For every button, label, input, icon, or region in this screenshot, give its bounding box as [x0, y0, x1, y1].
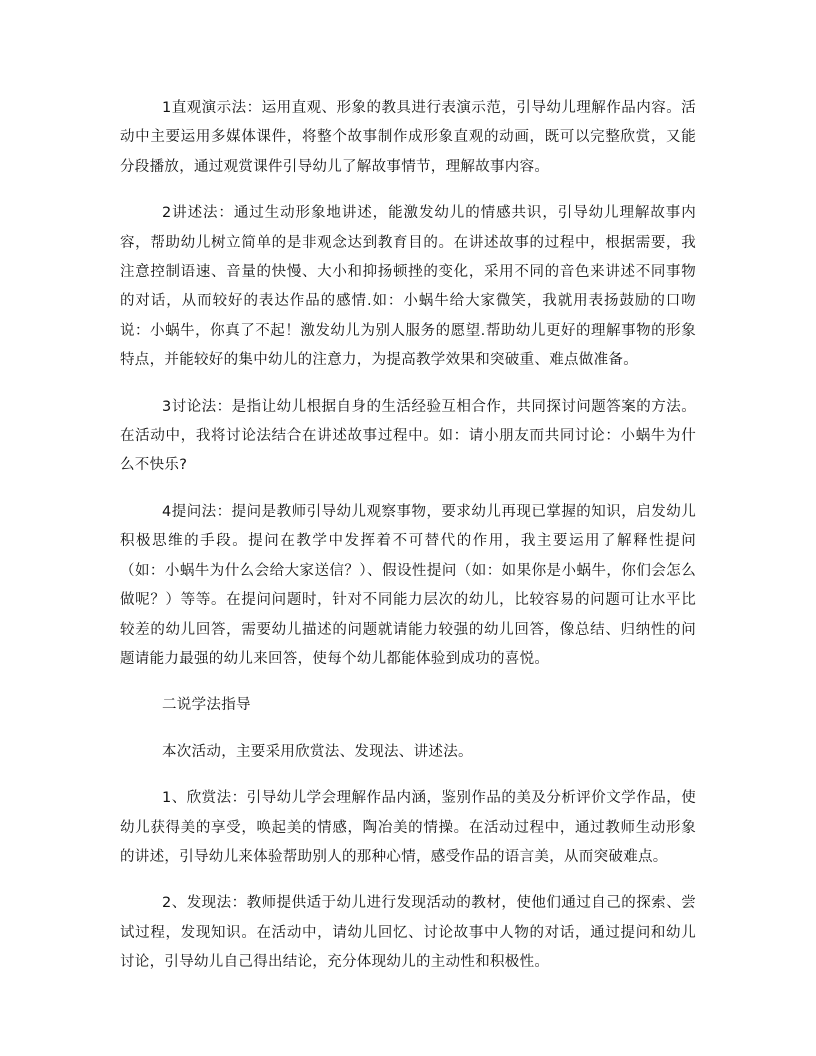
paragraph-questioning-method: 4提问法：提问是教师引导幼儿观察事物，要求幼儿再现已掌握的知识，启发幼儿积极思维的手段。提问在教学中发挥着不可替代的作用，我主要运用了解释性提问（如：小蜗牛为什么会给大家送信？）、假设性提问（如：如果你是小蜗牛，你们会怎么做呢？）等等。在提问问题时，针对不同能力层次的幼儿，比较容易的问题可让水平比较差的幼儿回答，需要幼儿描述的问题就请能力较强的幼儿回答，像总结、归纳性的问题请能力最强的幼儿来回答，使每个幼儿都能体验到成功的喜悦。: [120, 503, 696, 667]
paragraph-methods-overview: 本次活动，主要采用欣赏法、发现法、讲述法。: [162, 743, 473, 760]
paragraph-discovery-method: 2、发现法：教师提供适于幼儿进行发现活动的教材，使他们通过自己的探索、尝试过程，发现知识。在活动中，请幼儿回忆、讨论故事中人物的对话，通过提问和幼儿讨论，引导幼儿自己得出结论，充分体现幼儿的主动性和积极性。: [120, 895, 696, 971]
paragraph-demonstration-method: 1直观演示法：运用直观、形象的教具进行表演示范，引导幼儿理解作品内容。活动中主要运用多媒体课件，将整个故事制作成形象直观的动画，既可以完整欣赏，又能分段播放，通过观赏课件引导幼儿了解故事情节，理解故事内容。: [120, 100, 696, 175]
paragraph-discussion-method: 3讨论法：是指让幼儿根据自身的生活经验互相合作，共同探讨问题答案的方法。在活动中，我将讨论法结合在讲述故事过程中。如：请小朋友而共同讨论：小蜗牛为什么不快乐?: [120, 398, 696, 474]
paragraph-appreciation-method: 1、欣赏法：引导幼儿学会理解作品内涵，鉴别作品的美及分析评价文学作品，使幼儿获得美的享受，唤起美的情感，陶冶美的情操。在活动过程中，通过教师生动形象的讲述，引导幼儿来体验帮助别人的那种心情，感受作品的语言美，从而突破难点。: [120, 790, 696, 865]
paragraph-narration-method: 2讲述法：通过生动形象地讲述，能激发幼儿的情感共识，引导幼儿理解故事内容，帮助幼儿树立简单的是非观念达到教育目的。在讲述故事的过程中，根据需要，我注意控制语速、音量的快慢、大小和抑扬顿挫的变化，采用不同的音色来讲述不同事物的对话，从而较好的表达作品的感情.如：小蜗牛给大家微笑，我就用表扬鼓励的口吻说：小蜗牛，你真了不起！激发幼儿为别人服务的愿望.帮助幼儿更好的理解事物的形象特点，并能较好的集中幼儿的注意力，为提高教学效果和突破重、难点做准备。: [120, 205, 696, 369]
section-heading-learning-guidance: 二说学法指导: [162, 697, 251, 714]
document-body: [120, 94, 696, 995]
